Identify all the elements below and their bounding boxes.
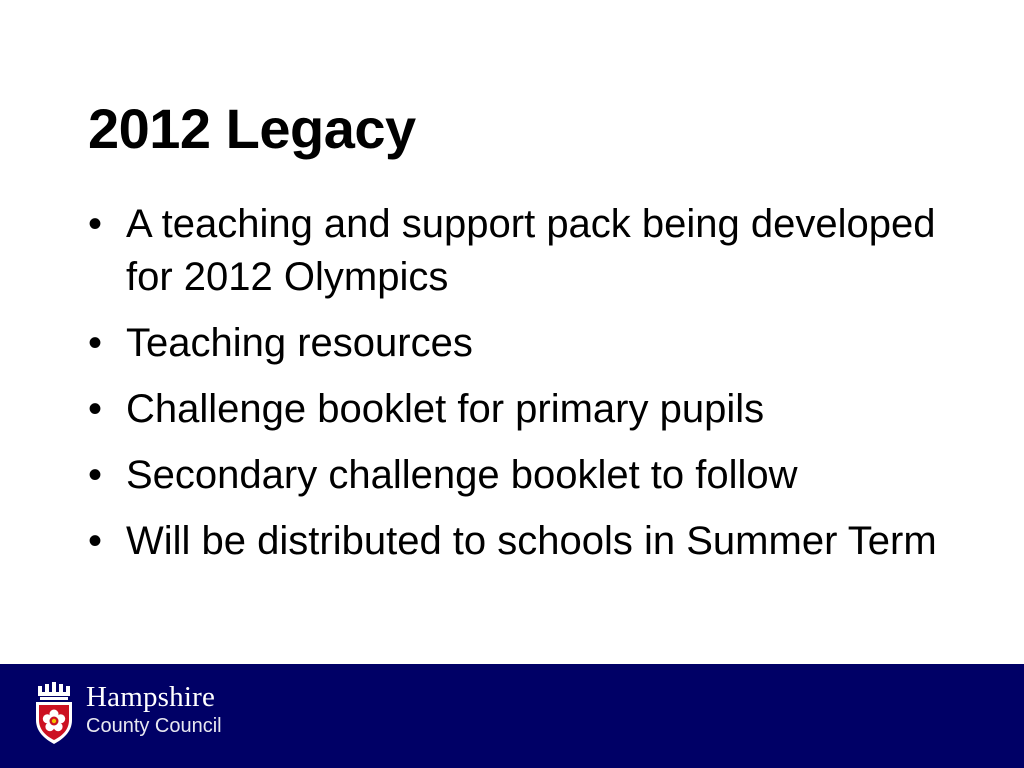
bullet-icon: • bbox=[88, 453, 103, 497]
bullet-text: Will be distributed to schools in Summer Term bbox=[126, 519, 937, 563]
bullet-icon: • bbox=[88, 519, 103, 563]
bullet-list bbox=[88, 198, 968, 581]
bullet-icon: • bbox=[88, 387, 103, 431]
bullet-text: Challenge booklet for primary pupils bbox=[126, 387, 765, 431]
bullet-text: Teaching resources bbox=[126, 321, 473, 365]
bullet-text: Secondary challenge booklet to follow bbox=[126, 453, 798, 497]
logo-subtitle: County Council bbox=[86, 715, 222, 737]
footer-bar bbox=[0, 664, 1024, 768]
hampshire-rose-crest-icon bbox=[32, 682, 76, 746]
bullet-text: A teaching and support pack being developed for 2012 Olympics bbox=[126, 202, 936, 299]
bullet-item bbox=[88, 198, 968, 304]
bullet-item bbox=[88, 449, 968, 502]
bullet-item bbox=[88, 317, 968, 370]
slide-title: 2012 Legacy bbox=[88, 97, 416, 160]
logo-name: Hampshire bbox=[86, 681, 216, 713]
bullet-icon: • bbox=[88, 321, 103, 365]
bullet-item bbox=[88, 383, 968, 436]
logo-text bbox=[86, 682, 222, 739]
bullet-item bbox=[88, 515, 968, 568]
council-logo bbox=[32, 682, 252, 746]
bullet-icon: • bbox=[88, 202, 103, 246]
